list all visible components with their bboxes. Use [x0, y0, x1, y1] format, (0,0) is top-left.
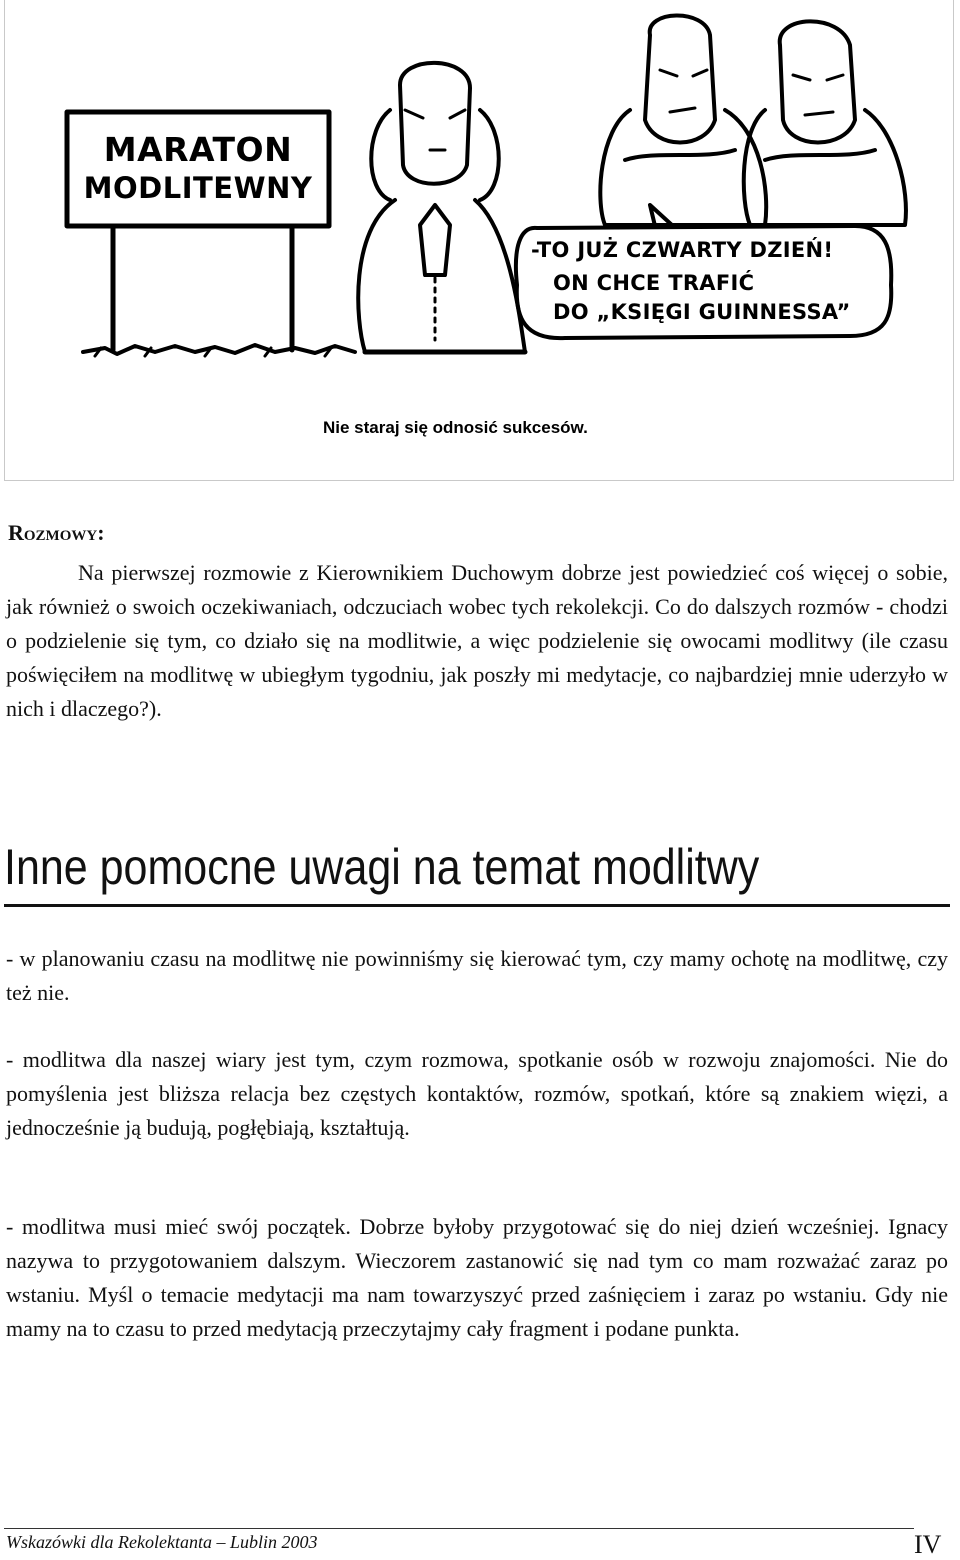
monk-three-head [780, 21, 855, 142]
section-label: Rozmowy: [8, 520, 105, 545]
cartoon-caption: Nie staraj się odnosić sukcesów. [323, 418, 588, 437]
sign-line-1: MARATON [103, 130, 293, 169]
sign-line-2: MODLITEWNY [83, 171, 313, 205]
footer-divider [4, 1528, 914, 1529]
praying-hands [420, 205, 450, 275]
page-number: IV [914, 1530, 942, 1559]
bubble-line-3: DO „KSIĘGI GUINNESSA” [553, 300, 851, 324]
paragraph-2: - modlitwa dla naszej wiary jest tym, czym rozmowa, spotkanie osób w rozwoju znajomości. Nie do pomyślenia jest bliższa relacja bez częstych kontaktów, rozmów, spotkań, które są znakiem więzi, a jednocześnie ją budują, pogłębiają, kształtują. [6, 1047, 948, 1140]
heading-underline [4, 904, 950, 907]
intro-paragraph: Na pierwszej rozmowie z Kierownikiem Duchowym dobrze jest powiedzieć coś więcej o sobie, jak również o swoich oczekiwaniach, odczuciach wobec tych rekolekcji. Co do dalszych rozmów - chodzi o podzielenie się tym, co działo się na modlitwie, a więc podzielenie się owocami modlitwy (ile czasu poświęciłem na modlitwę w ubiegłym tygodniu, jak poszły mi medytacje, co najbardziej mnie uderzyło w nich i dlaczego?). [6, 560, 948, 721]
monk-head [400, 63, 470, 184]
paragraph-1: - w planowaniu czasu na modlitwę nie powinniśmy się kierować tym, czy mamy ochotę na modlitwę, czy też nie. [6, 946, 948, 1005]
bubble-line-1: -TO JUŻ CZWARTY DZIEŃ! [531, 238, 834, 262]
cartoon-illustration [4, 0, 954, 481]
page-heading: Inne pomocne uwagi na temat modlitwy [4, 839, 760, 895]
bubble-line-2: ON CHCE TRAFIĆ [553, 271, 755, 295]
footer-title: Wskazówki dla Rekolektanta – Lublin 2003 [6, 1532, 318, 1552]
monk-two-head [645, 15, 715, 142]
paragraph-3: - modlitwa musi mieć swój początek. Dobrze byłoby przygotować się do niej dzień wcześniej. Ignacy nazywa to przygotowaniem dalszym. Wieczorem zastanowić się nad tym co mam rozważać zaraz po wstaniu. Myśl o temacie medytacji ma nam towarzyszyć przed zaśnięciem i zaraz po wstaniu. Gdy nie mamy na to czasu to przed medytacją przeczytajmy cały fragment i podane punkta. [6, 1214, 948, 1341]
